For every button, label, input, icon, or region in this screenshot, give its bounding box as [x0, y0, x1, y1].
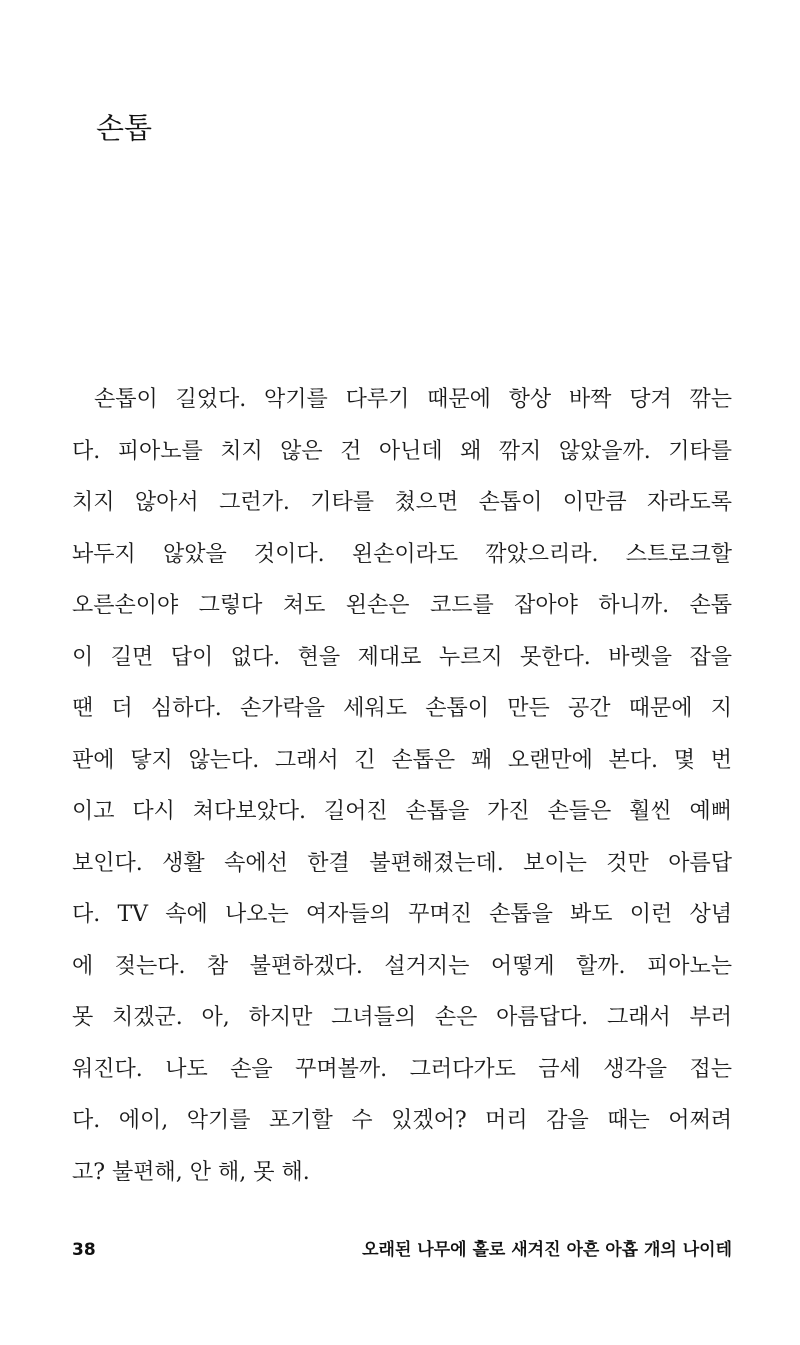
- body-line: 판에 닿지 않는다. 그래서 긴 손톱은 꽤 오랜만에 본다. 몇 번: [72, 747, 732, 773]
- body-line: 다. 에이, 악기를 포기할 수 있겠어? 머리 감을 때는 어쩌려: [72, 1108, 732, 1133]
- body-line: 다. 피아노를 치지 않은 건 아닌데 왜 깎지 않았을까. 기타를: [72, 438, 732, 464]
- book-title: 오래된 나무에 홀로 새겨진 아흔 아홉 개의 나이테: [362, 1240, 732, 1260]
- body-line: 이 길면 답이 없다. 현을 제대로 누르지 못한다. 바렛을 잡을: [72, 644, 732, 670]
- body-line: 에 젖는다. 참 불편하겠다. 설거지는 어떻게 할까. 피아노는: [72, 953, 732, 979]
- body-line: 놔두지 않았을 것이다. 왼손이라도 깎았으리라. 스트로크할: [72, 541, 732, 567]
- body-line: 오른손이야 그렇다 쳐도 왼손은 코드를 잡아야 하니까. 손톱: [72, 593, 732, 618]
- body-line: 손톱이 길었다. 악기를 다루기 때문에 항상 바짝 당겨 깎는: [94, 387, 732, 412]
- body-line: 이고 다시 쳐다보았다. 길어진 손톱을 가진 손들은 훨씬 예뻐: [72, 799, 732, 824]
- body-line: 치지 않아서 그런가. 기타를 쳤으면 손톱이 이만큼 자라도록: [72, 490, 732, 515]
- page-footer: [72, 1238, 732, 1262]
- chapter-title: 손톱: [96, 111, 153, 145]
- body-line: 못 치겠군. 아, 하지만 그녀들의 손은 아름답다. 그래서 부러: [72, 1005, 732, 1030]
- body-line: 보인다. 생활 속에선 한결 불편해졌는데. 보이는 것만 아름답: [72, 850, 732, 876]
- body-line: 다. TV 속에 나오는 여자들의 꾸며진 손톱을 봐도 이런 상념: [72, 902, 732, 927]
- body-line: 땐 더 심하다. 손가락을 세워도 손톱이 만든 공간 때문에 지: [72, 696, 732, 721]
- body-text: [72, 378, 732, 1202]
- body-line: 고? 불편해, 안 해, 못 해.: [72, 1159, 310, 1185]
- page-number: 38: [72, 1240, 96, 1260]
- body-line: 워진다. 나도 손을 꾸며볼까. 그러다가도 금세 생각을 접는: [72, 1056, 732, 1082]
